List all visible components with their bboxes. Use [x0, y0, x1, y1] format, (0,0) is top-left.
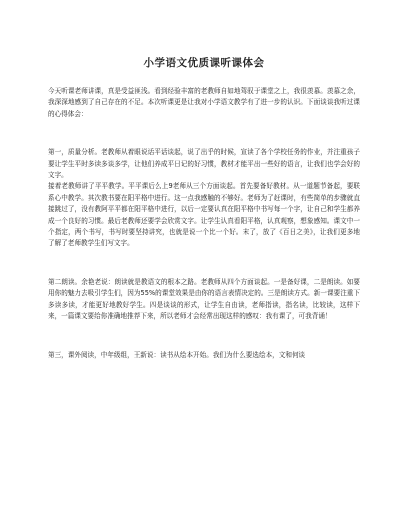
paragraph-writing-teaching: 接着老教师讲了平平教学。平平课后么上9老师从三个方面谈起。首先要备好教材。从一道题节备起，要联系心中教学。其次教书要在阳平格中进行。这一点我感触的不够好。老师为了赶课时，有些简单的步骤就直接跳过了，没有教阿平平都在阳平格中进行，以后一定要认真在阳平格中书写每一个字，让自己和学生都养成一个良好的习惯。最后老教师还要学会欣赏文字。让学生认真看阳平格，认真观察，想象感知。课文中一个指定，两个书写，书写时要坚持讲究，也就是说一个比一个好。末了，放了《百日之美》，让我们更多地了解了老师教学生们写文字。	[48, 182, 360, 248]
paragraph-intro: 今天听课老师讲课，真是受益匪浅。看到经验丰富的老教师自如地驾驭于课堂之上，我很羡慕。羡慕之余，我深深地感到了自己存在的不足。本次听课更是让我对小学语文教学有了进一步的认识。下面谈谈我听过课的心得体会：	[48, 87, 360, 118]
paragraph-quality-analysis: 第一，质量分析。老教师从着眼说话平话谈起，说了出乎的时候，宣读了各个学校任务的作业，并注重孩子要让学生平时多读多谈多学，让他们养成平日记的好习惯，教材才能平出一些好的语言，让我们也学会好的文字。	[48, 148, 360, 180]
paragraph-reading-aloud: 第二朗读。余艳老说：朗读就是教语文的根本之路。老教师从四个方面谈起。一是备好课，二是朗读。如要用你的魅力去吸引学生们，因为55%的课堂效果是由你的语言表情决定的。三是朗读方式。新一课要注重下多读多读，才能更好地教好学生。四是谈谈的形式，让学生自由读，老师指读，指名读，比较读，这样下来，一篇课文要给你准确地推荐下来，所以老师才会经常出现这样的感叹：我有课了，可我背诵！	[48, 277, 360, 321]
paragraph-extracurricular-reading: 第三，课外阅读，中年级组，王新说：读书从绘本开始。我们为什么要选绘本，文和何谈	[48, 350, 306, 359]
document-title: 小学语文优质课听课体会	[143, 57, 265, 69]
